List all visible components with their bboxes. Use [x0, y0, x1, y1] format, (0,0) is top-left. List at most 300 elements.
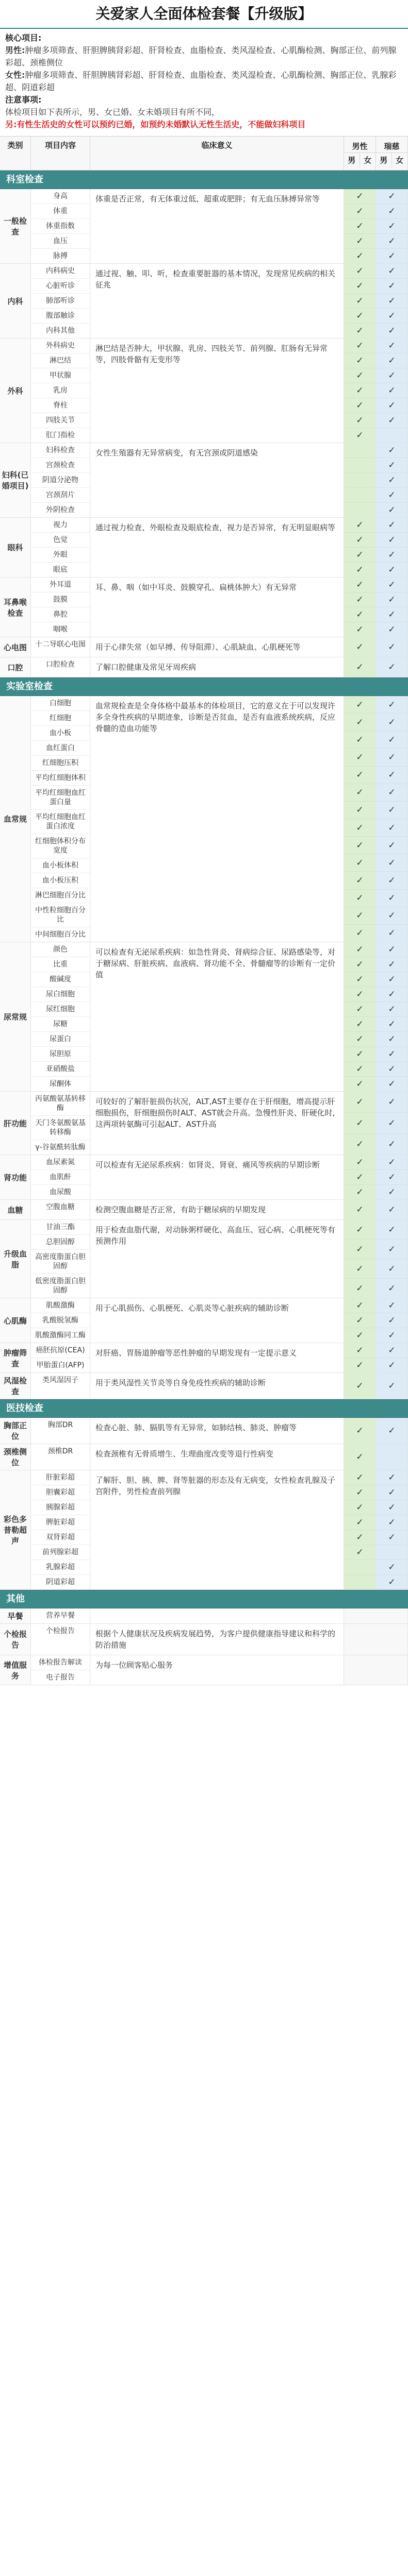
check-mark: ✓ — [376, 1560, 407, 1575]
female-core: 女性:肿瘤多项筛查、肝胆脾胰肾彩超、肝肾检查、血脂检查、类风湿检查、心肌酶检测、胸部正位、乳腺彩超、阴道彩超 — [5, 70, 397, 92]
item-label: 阴道彩超 — [46, 1578, 75, 1586]
other-item-label: 营养早餐 — [46, 1612, 75, 1620]
check-mark: ✓ — [376, 204, 407, 219]
check-mark: ✓ — [344, 518, 376, 533]
other-empty-column — [344, 1608, 408, 1623]
check-mark: ✓ — [356, 251, 364, 261]
meaning-cell: 了解肝、胆、胰、脾、肾等脏器的形态及有无病变，女性检查乳腺及子宫附件，男性检查前列腺 — [90, 1470, 344, 1589]
male-check-column — [344, 1444, 376, 1470]
table-row-group — [0, 1298, 408, 1343]
item-label: 高密度脂蛋白胆固醇 — [31, 1250, 90, 1274]
item-label: 血红蛋白 — [31, 741, 90, 756]
item-label: 脾脏彩超 — [31, 1515, 90, 1530]
meaning-cell: 可以检查有无泌尿系疾病：如肾炎、肾衰、痛风等疾病的早期诊断 — [90, 1155, 344, 1199]
category-cell: 妇科(已婚项目) — [0, 443, 31, 517]
items-cell — [31, 1418, 90, 1444]
check-mark: ✓ — [376, 1002, 407, 1017]
section-bar: 实验室检查 — [0, 677, 408, 696]
meaning-cell: 可较好的了解肝脏损伤状况，ALT,AST主要存在于肝细胞，增高提示肝细胞损伤，肝细胞损伤时ALT、AST就会升高。急慢性肝炎、肝硬化时,这两项转氨酶可引起ALT、AST升高 — [90, 1092, 344, 1155]
check-mark: ✓ — [344, 383, 376, 398]
check-mark: ✓ — [388, 662, 396, 672]
item-label: 肛门指检 — [46, 431, 75, 439]
check-mark: ✓ — [376, 458, 407, 473]
table-row-group — [0, 1470, 408, 1590]
check-mark: ✓ — [356, 430, 364, 440]
check-mark: ✓ — [376, 784, 407, 802]
check-mark: ✓ — [344, 1530, 376, 1545]
check-mark: ✓ — [344, 731, 376, 749]
check-mark: ✓ — [376, 972, 407, 987]
check-mark: ✓ — [344, 1062, 376, 1077]
check-mark: ✓ — [376, 578, 407, 592]
check-mark: ✓ — [356, 1079, 364, 1089]
check-mark: ✓ — [344, 1259, 376, 1279]
check-mark: ✓ — [344, 872, 376, 889]
check-mark: ✓ — [344, 264, 376, 279]
check-mark: ✓ — [356, 1205, 364, 1215]
item-label: 总胆固醇 — [31, 1235, 90, 1250]
item-label: 宫颈刮片 — [31, 488, 90, 503]
item-label: 丙氨酸氨基转移酶 — [31, 1092, 90, 1116]
check-mark: ✓ — [376, 1470, 407, 1485]
check-mark — [376, 428, 407, 443]
other-section-bar: 其他 — [0, 1590, 408, 1608]
item-label: 脊柱 — [31, 398, 90, 413]
meaning-cell: 淋巴结是否肿大，甲状腺、乳房、四肢关节、前列腺、肛肠有无异常等，四肢骨骼有无变形等 — [90, 338, 344, 443]
header-category: 类别 — [0, 137, 31, 170]
female-check-column — [376, 1092, 408, 1155]
check-mark — [344, 458, 376, 473]
check-mark: ✓ — [344, 1515, 376, 1530]
table-row-group — [0, 637, 408, 657]
item-label: 血肌酐 — [31, 1170, 90, 1185]
item-label: 空腹血糖 — [46, 1203, 75, 1211]
check-mark: ✓ — [376, 907, 407, 925]
check-mark: ✓ — [344, 854, 376, 872]
category-cell: 颈椎侧位 — [0, 1444, 31, 1470]
check-mark: ✓ — [344, 1298, 376, 1313]
check-mark: ✓ — [344, 578, 376, 592]
check-mark: ✓ — [344, 1155, 376, 1170]
check-mark: ✓ — [344, 1113, 376, 1134]
item-label: 白细胞 — [31, 696, 90, 711]
item-label: 脉搏 — [53, 252, 68, 260]
category-cell: 尿常规 — [0, 942, 31, 1091]
check-mark — [344, 1575, 376, 1589]
check-mark: ✓ — [344, 219, 376, 234]
check-mark: ✓ — [388, 326, 396, 336]
check-mark: ✓ — [376, 592, 407, 607]
item-label: 癌胚抗原(CEA) — [31, 1343, 90, 1358]
check-mark: ✓ — [388, 642, 396, 652]
item-label: 阴道分泌物 — [31, 473, 90, 488]
item-label: 肌酸激酶同工酶 — [35, 1331, 86, 1340]
items-cell — [31, 1444, 90, 1470]
header-female-pair: 瑞慈 男 女 — [376, 137, 408, 170]
male-check-column — [344, 338, 376, 443]
item-label: 平均红细胞血红蛋白量 — [31, 786, 90, 810]
table-row-group — [0, 578, 408, 637]
item-label: 外耳道 — [31, 578, 90, 592]
header-item: 项目内容 — [31, 137, 90, 170]
item-label: 腹部触诊 — [31, 309, 90, 324]
meaning-cell: 通过视力检查、外眼检查及眼底检查，视力是否异常，有无明显眼病等 — [90, 518, 344, 577]
check-mark — [344, 443, 376, 458]
category-cell: 一般检查 — [0, 189, 31, 263]
check-mark: ✓ — [344, 204, 376, 219]
items-cell — [31, 1220, 90, 1298]
check-mark: ✓ — [376, 1032, 407, 1047]
other-meaning-cell — [90, 1608, 344, 1623]
check-mark: ✓ — [344, 784, 376, 802]
item-label: 平均红细胞体积 — [31, 771, 90, 786]
item-label: 血小板体积 — [31, 858, 90, 873]
category-cell: 风湿检查 — [0, 1373, 31, 1399]
check-mark: ✓ — [356, 1426, 364, 1436]
female-check-column — [376, 1444, 408, 1470]
check-mark: ✓ — [376, 518, 407, 533]
male-check-column — [344, 696, 376, 942]
category-cell: 眼科 — [0, 518, 31, 577]
item-label: 胆囊彩超 — [31, 1485, 90, 1500]
check-mark: ✓ — [376, 1343, 407, 1358]
check-mark: ✓ — [388, 624, 396, 635]
check-mark: ✓ — [376, 279, 407, 294]
check-mark: ✓ — [376, 1170, 407, 1185]
category-cell: 彩色多普勒超声 — [0, 1470, 31, 1589]
check-mark — [344, 473, 376, 488]
item-label: 胸部DR — [47, 1421, 73, 1429]
items-cell — [31, 1200, 90, 1219]
female-check-column — [376, 942, 408, 1091]
female-check-column — [376, 1298, 408, 1343]
item-label: 尿酮体 — [50, 1080, 71, 1088]
table-header — [0, 136, 408, 171]
check-mark: ✓ — [344, 1313, 376, 1328]
check-mark: ✓ — [344, 972, 376, 987]
item-label: 尿糖 — [31, 1017, 90, 1032]
check-mark: ✓ — [376, 1530, 407, 1545]
item-label: 尿蛋白 — [31, 1032, 90, 1047]
check-mark: ✓ — [344, 696, 376, 714]
check-mark: ✓ — [344, 353, 376, 368]
table-row-group — [0, 1444, 408, 1470]
sections — [0, 171, 408, 1590]
table-row-group — [0, 1200, 408, 1220]
check-mark: ✓ — [344, 309, 376, 324]
female-check-column — [376, 1343, 408, 1372]
table-row-group — [0, 696, 408, 942]
check-mark: ✓ — [376, 1485, 407, 1500]
item-label: 外科病史 — [31, 338, 90, 353]
check-mark: ✓ — [356, 642, 364, 652]
item-label: 血压 — [31, 234, 90, 249]
check-mark: ✓ — [356, 1330, 364, 1341]
check-mark: ✓ — [376, 957, 407, 972]
item-label: 中性粒细胞百分比 — [31, 903, 90, 927]
check-mark: ✓ — [388, 1360, 396, 1370]
other-row — [0, 1624, 408, 1655]
check-mark: ✓ — [376, 548, 407, 563]
check-mark: ✓ — [388, 928, 396, 939]
item-label: 鼓膜 — [31, 592, 90, 607]
items-cell — [31, 1343, 90, 1372]
check-mark: ✓ — [344, 1220, 376, 1240]
item-label: 淋巴结 — [31, 353, 90, 368]
check-mark: ✓ — [376, 488, 407, 503]
table-row-group — [0, 1343, 408, 1373]
check-mark: ✓ — [376, 1113, 407, 1134]
female-check-column — [376, 1470, 408, 1589]
male-check-column — [344, 578, 376, 637]
check-mark: ✓ — [388, 1426, 396, 1436]
category-cell: 外科 — [0, 338, 31, 443]
female-check-column — [376, 637, 408, 657]
check-mark: ✓ — [344, 714, 376, 731]
meaning-cell: 了解口腔健康及常见牙周疾病 — [90, 657, 344, 677]
other-items-cell — [31, 1655, 90, 1685]
item-label: 乳腺彩超 — [31, 1560, 90, 1575]
check-mark: ✓ — [344, 1047, 376, 1062]
check-mark: ✓ — [356, 565, 364, 575]
check-mark: ✓ — [388, 1577, 396, 1587]
check-mark: ✓ — [376, 189, 407, 204]
meaning-cell: 用于心肌损伤、心肌梗死、心肌炎等心脏疾病的辅助诊断 — [90, 1298, 344, 1343]
check-mark: ✓ — [356, 624, 364, 635]
female-check-column — [376, 338, 408, 443]
check-mark — [344, 1560, 376, 1575]
category-cell: 口腔 — [0, 657, 31, 677]
check-mark: ✓ — [376, 383, 407, 398]
item-label: 颜色 — [31, 942, 90, 957]
check-mark: ✓ — [376, 942, 407, 957]
check-mark: ✓ — [376, 607, 407, 622]
check-mark: ✓ — [388, 1330, 396, 1341]
male-check-column — [344, 189, 376, 263]
check-mark: ✓ — [344, 607, 376, 622]
item-label: 甲胎蛋白(AFP) — [36, 1361, 85, 1369]
check-mark: ✓ — [344, 767, 376, 784]
meaning-cell: 血常规检查是全身体格中最基本的体检项目，它的意义在于可以发现许多全身性疾病的早期迹象，诊断是否贫血，是否有血液系统疾病，反应骨髓的造血功能等 — [90, 696, 344, 942]
check-mark: ✓ — [344, 1017, 376, 1032]
item-label: 四肢关节 — [31, 413, 90, 428]
item-label: 类风湿因子 — [42, 1376, 78, 1384]
check-mark: ✓ — [356, 1283, 364, 1294]
female-check-column — [376, 1373, 408, 1399]
items-cell — [31, 637, 90, 657]
male-check-column — [344, 637, 376, 657]
check-mark: ✓ — [376, 890, 407, 907]
check-mark: ✓ — [344, 338, 376, 353]
check-mark — [376, 1545, 407, 1560]
item-label: 血尿素氮 — [31, 1155, 90, 1170]
check-mark: ✓ — [344, 1170, 376, 1185]
check-mark: ✓ — [376, 987, 407, 1002]
item-label: γ-谷氨酰转肽酶 — [35, 1143, 86, 1151]
item-label: 低密度脂蛋白胆固醇 — [35, 1277, 86, 1295]
check-mark: ✓ — [344, 942, 376, 957]
check-mark: ✓ — [344, 1032, 376, 1047]
category-cell: 肝功能 — [0, 1092, 31, 1155]
check-mark: ✓ — [388, 1381, 396, 1391]
check-mark: ✓ — [376, 1092, 407, 1113]
category-cell: 肿瘤筛查 — [0, 1343, 31, 1372]
male-check-column — [344, 1373, 376, 1399]
male-check-column — [344, 443, 376, 517]
items-cell — [31, 578, 90, 637]
category-cell: 胸部正位 — [0, 1418, 31, 1444]
table-row-group — [0, 443, 408, 518]
category-cell: 血常规 — [0, 696, 31, 942]
item-label: 妇科检查 — [31, 443, 90, 458]
item-label: 前列腺彩超 — [31, 1545, 90, 1560]
male-check-column — [344, 942, 376, 1091]
check-mark — [344, 503, 376, 517]
header-male-pair: 男性 男 女 — [344, 137, 376, 170]
check-mark: ✓ — [356, 1360, 364, 1370]
check-mark: ✓ — [376, 802, 407, 819]
female-check-column — [376, 657, 408, 677]
check-mark: ✓ — [356, 326, 364, 336]
other-empty-column — [344, 1624, 408, 1655]
check-mark: ✓ — [356, 662, 364, 672]
male-check-column — [344, 657, 376, 677]
item-label: 体重 — [31, 204, 90, 219]
item-label: 红细胞 — [31, 711, 90, 726]
check-mark: ✓ — [344, 957, 376, 972]
table-row-group — [0, 1155, 408, 1200]
female-check-column — [376, 1155, 408, 1199]
check-mark: ✓ — [376, 443, 407, 458]
meaning-cell: 耳、鼻、咽（如中耳炎、鼓膜穿孔、扁桃体肿大）有无异常 — [90, 578, 344, 637]
other-empty-column — [344, 1655, 408, 1685]
check-mark: ✓ — [376, 696, 407, 714]
meaning-cell: 体重是否正常，有无体重过低、超重或肥胖；有无血压脉搏异常等 — [90, 189, 344, 263]
check-mark: ✓ — [376, 338, 407, 353]
check-mark: ✓ — [376, 398, 407, 413]
check-mark: ✓ — [376, 533, 407, 548]
check-mark: ✓ — [344, 802, 376, 819]
meaning-cell: 通过视、触、叩、听，检查重要脏器的基本情况，发现常见疾病的相关征兆 — [90, 264, 344, 338]
meaning-cell: 女性生殖器有无异常病变，有无宫颈或阴道感染 — [90, 443, 344, 517]
check-mark: ✓ — [388, 1139, 396, 1149]
item-label: 十二导联心电图 — [35, 640, 86, 649]
item-label: 身高 — [31, 189, 90, 204]
other-meaning-cell: 为每一位顾客贴心服务 — [90, 1655, 344, 1685]
meaning-cell: 用于类风湿性关节炎等自身免疫性疾病的辅助诊断 — [90, 1373, 344, 1399]
footer-space — [0, 1685, 408, 1693]
check-mark: ✓ — [376, 854, 407, 872]
check-mark: ✓ — [376, 1017, 407, 1032]
other-items-cell — [31, 1608, 90, 1623]
items-cell — [31, 264, 90, 338]
items-cell — [31, 942, 90, 1091]
other-row — [0, 1608, 408, 1624]
item-label: 口腔检查 — [46, 660, 75, 669]
table-row-group — [0, 1220, 408, 1298]
female-check-column — [376, 696, 408, 942]
items-cell — [31, 338, 90, 443]
other-item-label: 体检报告解读 — [31, 1655, 90, 1670]
male-check-column — [344, 264, 376, 338]
check-mark: ✓ — [376, 264, 407, 279]
table-row-group — [0, 518, 408, 578]
item-label: 乳房 — [31, 383, 90, 398]
check-mark: ✓ — [376, 473, 407, 488]
item-label: 酸碱度 — [31, 972, 90, 987]
item-label: 亚硝酸盐 — [31, 1062, 90, 1077]
check-mark: ✓ — [376, 1220, 407, 1240]
item-label: 乳酸脱氢酶 — [31, 1313, 90, 1328]
check-mark: ✓ — [376, 1062, 407, 1077]
check-mark: ✓ — [388, 1283, 396, 1294]
male-check-column — [344, 1092, 376, 1155]
male-check-column — [344, 1343, 376, 1372]
male-check-column — [344, 518, 376, 577]
check-mark — [376, 1444, 407, 1470]
items-cell — [31, 189, 90, 263]
meaning-cell: 可以检查有无泌尿系疾病：如急性肾炎、肾病综合征、尿路感染等，对于糖尿病、肝脏疾病、血液病、肾功能不全、骨髓瘤等的诊断有一定价值 — [90, 942, 344, 1091]
check-mark: ✓ — [376, 368, 407, 383]
category-cell: 心肌酶 — [0, 1298, 31, 1343]
check-mark: ✓ — [376, 1500, 407, 1515]
check-mark: ✓ — [388, 1187, 396, 1197]
check-mark: ✓ — [344, 294, 376, 309]
check-mark: ✓ — [344, 1545, 376, 1560]
items-cell — [31, 657, 90, 677]
male-check-column — [344, 1298, 376, 1343]
female-check-column — [376, 264, 408, 338]
items-cell — [31, 1373, 90, 1399]
check-mark: ✓ — [388, 1205, 396, 1215]
check-mark: ✓ — [344, 398, 376, 413]
meaning-cell: 检测空腹血糖是否正常，有助于糖尿病的早期发现 — [90, 1200, 344, 1219]
check-mark: ✓ — [344, 837, 376, 854]
check-mark: ✓ — [356, 1381, 364, 1391]
other-category-cell: 增值服务 — [0, 1655, 31, 1685]
other-row — [0, 1655, 408, 1685]
item-label: 外阴检查 — [46, 506, 75, 514]
check-mark: ✓ — [344, 592, 376, 607]
category-cell: 内科 — [0, 264, 31, 338]
check-mark — [344, 488, 376, 503]
item-label: 颈椎DR — [47, 1447, 73, 1455]
check-mark: ✓ — [344, 189, 376, 204]
items-cell — [31, 518, 90, 577]
item-label: 鼻腔 — [31, 607, 90, 622]
check-mark: ✓ — [356, 1452, 364, 1462]
check-mark: ✓ — [388, 251, 396, 261]
check-mark: ✓ — [344, 1500, 376, 1515]
male-check-column — [344, 1220, 376, 1298]
check-mark: ✓ — [356, 928, 364, 939]
item-label: 肺部听诊 — [31, 294, 90, 309]
meaning-cell: 用于检查血脂代谢，对动脉粥样硬化、高血压、冠心病、心肌梗死等有预测作用 — [90, 1220, 344, 1298]
check-mark: ✓ — [344, 890, 376, 907]
item-label: 肌酸激酶 — [31, 1298, 90, 1313]
item-label: 血小板压积 — [31, 873, 90, 888]
category-cell: 升级血脂 — [0, 1220, 31, 1298]
attention-label: 注意事项: — [5, 95, 42, 105]
table-row-group — [0, 1418, 408, 1444]
other-meaning-cell: 根据个人健康状况及疾病发展趋势，为客户提供健康指导建议和科学的防治措施 — [90, 1624, 344, 1655]
check-mark: ✓ — [376, 1259, 407, 1279]
check-mark: ✓ — [376, 767, 407, 784]
item-label: 视力 — [31, 518, 90, 533]
check-mark: ✓ — [388, 505, 396, 515]
table-row-group — [0, 189, 408, 264]
check-mark: ✓ — [344, 987, 376, 1002]
